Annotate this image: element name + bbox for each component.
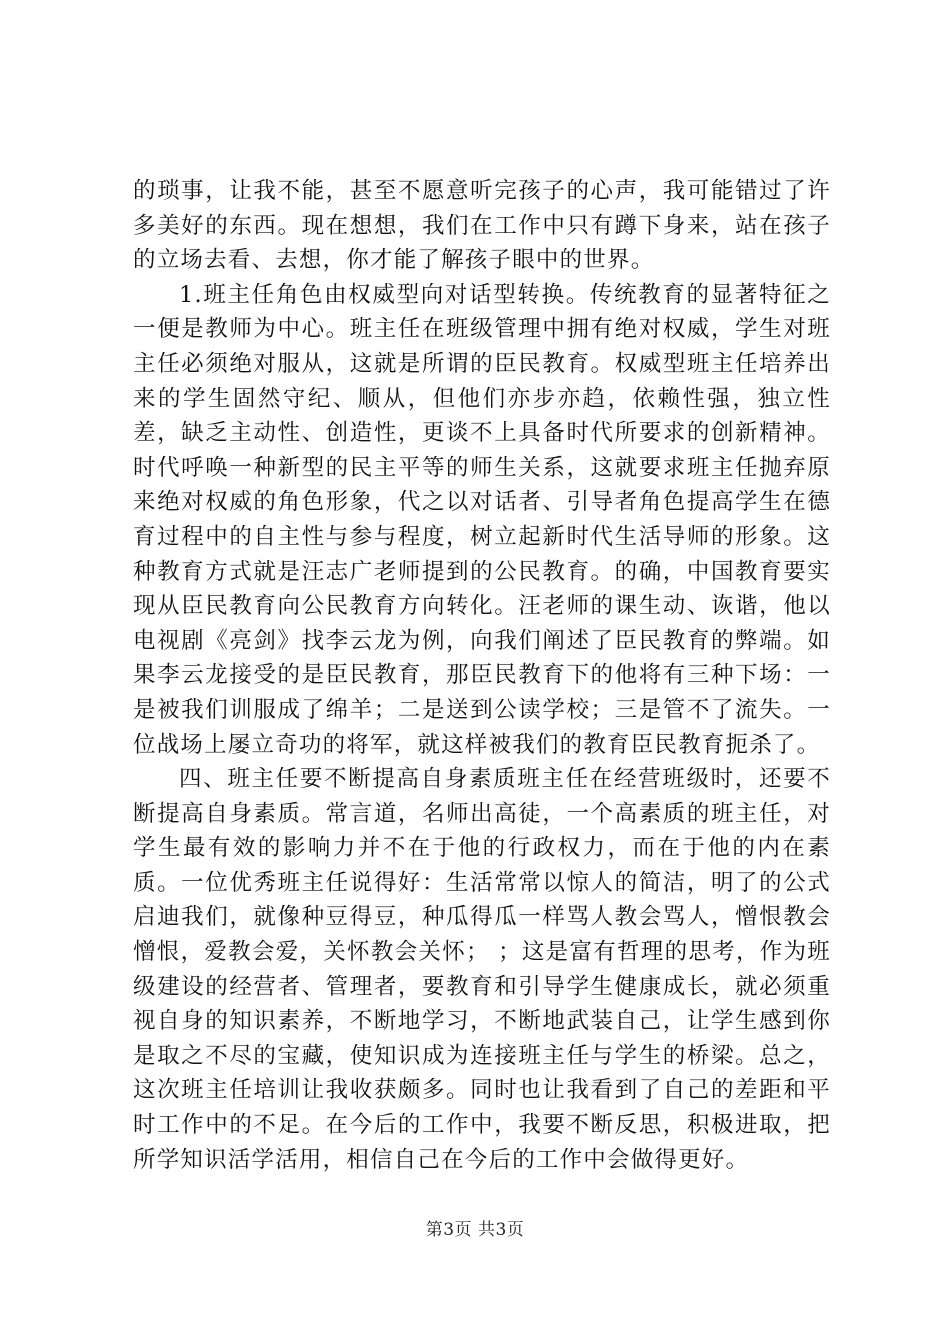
paragraph-self-improvement: 四、班主任要不断提高自身素质班主任在经营班级时，还要不断提高自身素质。常言道，名师出高徒，一个高素质的班主任，对学生最有效的影响力并不在于他的行政权力，而在于他的内在素质。一位优秀班主任说得好：生活常常以惊人的简洁，明了的公式启迪我们，就像种豆得豆，种瓜得瓜一样骂人教会骂人，憎恨教会憎恨，爱教会爱，关怀教会关怀； ；这是富有哲理的思考，作为班级建设的经营者、管理者，要教育和引导学生健康成长，就必须重视自身的知识素养，不断地学习，不断地武装自己，让学生感到你是取之不尽的宝藏，使知识成为连接班主任与学生的桥梁。总之，这次班主任培训让我收获颇多。同时也让我看到了自己的差距和平时工作中的不足。在今后的工作中，我要不断反思，积极进取，把所学知识活学活用，相信自己在今后的工作中会做得更好。 <box>133 766 831 1173</box>
document-body <box>133 174 831 1177</box>
page-footer: 第3页 共3页 <box>425 1220 525 1240</box>
paragraph-intro: 的琐事，让我不能，甚至不愿意听完孩子的心声，我可能错过了许多美好的东西。现在想想，我们在工作中只有蹲下身来，站在孩子的立场去看、去想，你才能了解孩子眼中的世界。 <box>133 178 831 274</box>
paragraph-role-change: 1.班主任角色由权威型向对话型转换。传统教育的显著特征之一便是教师为中心。班主任在班级管理中拥有绝对权威，学生对班主任必须绝对服从，这就是所谓的臣民教育。权威型班主任培养出来的学生固然守纪、顺从，但他们亦步亦趋，依赖性强，独立性差，缺乏主动性、创造性，更谈不上具备时代所要求的创新精神。时代呼唤一种新型的民主平等的师生关系，这就要求班主任抛弃原来绝对权威的角色形象，代之以对话者、引导者角色提高学生在德育过程中的自主性与参与程度，树立起新时代生活导师的形象。这种教育方式就是汪志广老师提到的公民教育。的确，中国教育要实现从臣民教育向公民教育方向转化。汪老师的课生动、诙谐，他以电视剧《亮剑》找李云龙为例，向我们阐述了臣民教育的弊端。如果李云龙接受的是臣民教育，那臣民教育下的他将有三种下场：一是被我们训服成了绵羊；二是送到公读学校；三是管不了流失。一位战场上屡立奇功的将军，就这样被我们的教育臣民教育扼杀了。 <box>133 281 831 758</box>
